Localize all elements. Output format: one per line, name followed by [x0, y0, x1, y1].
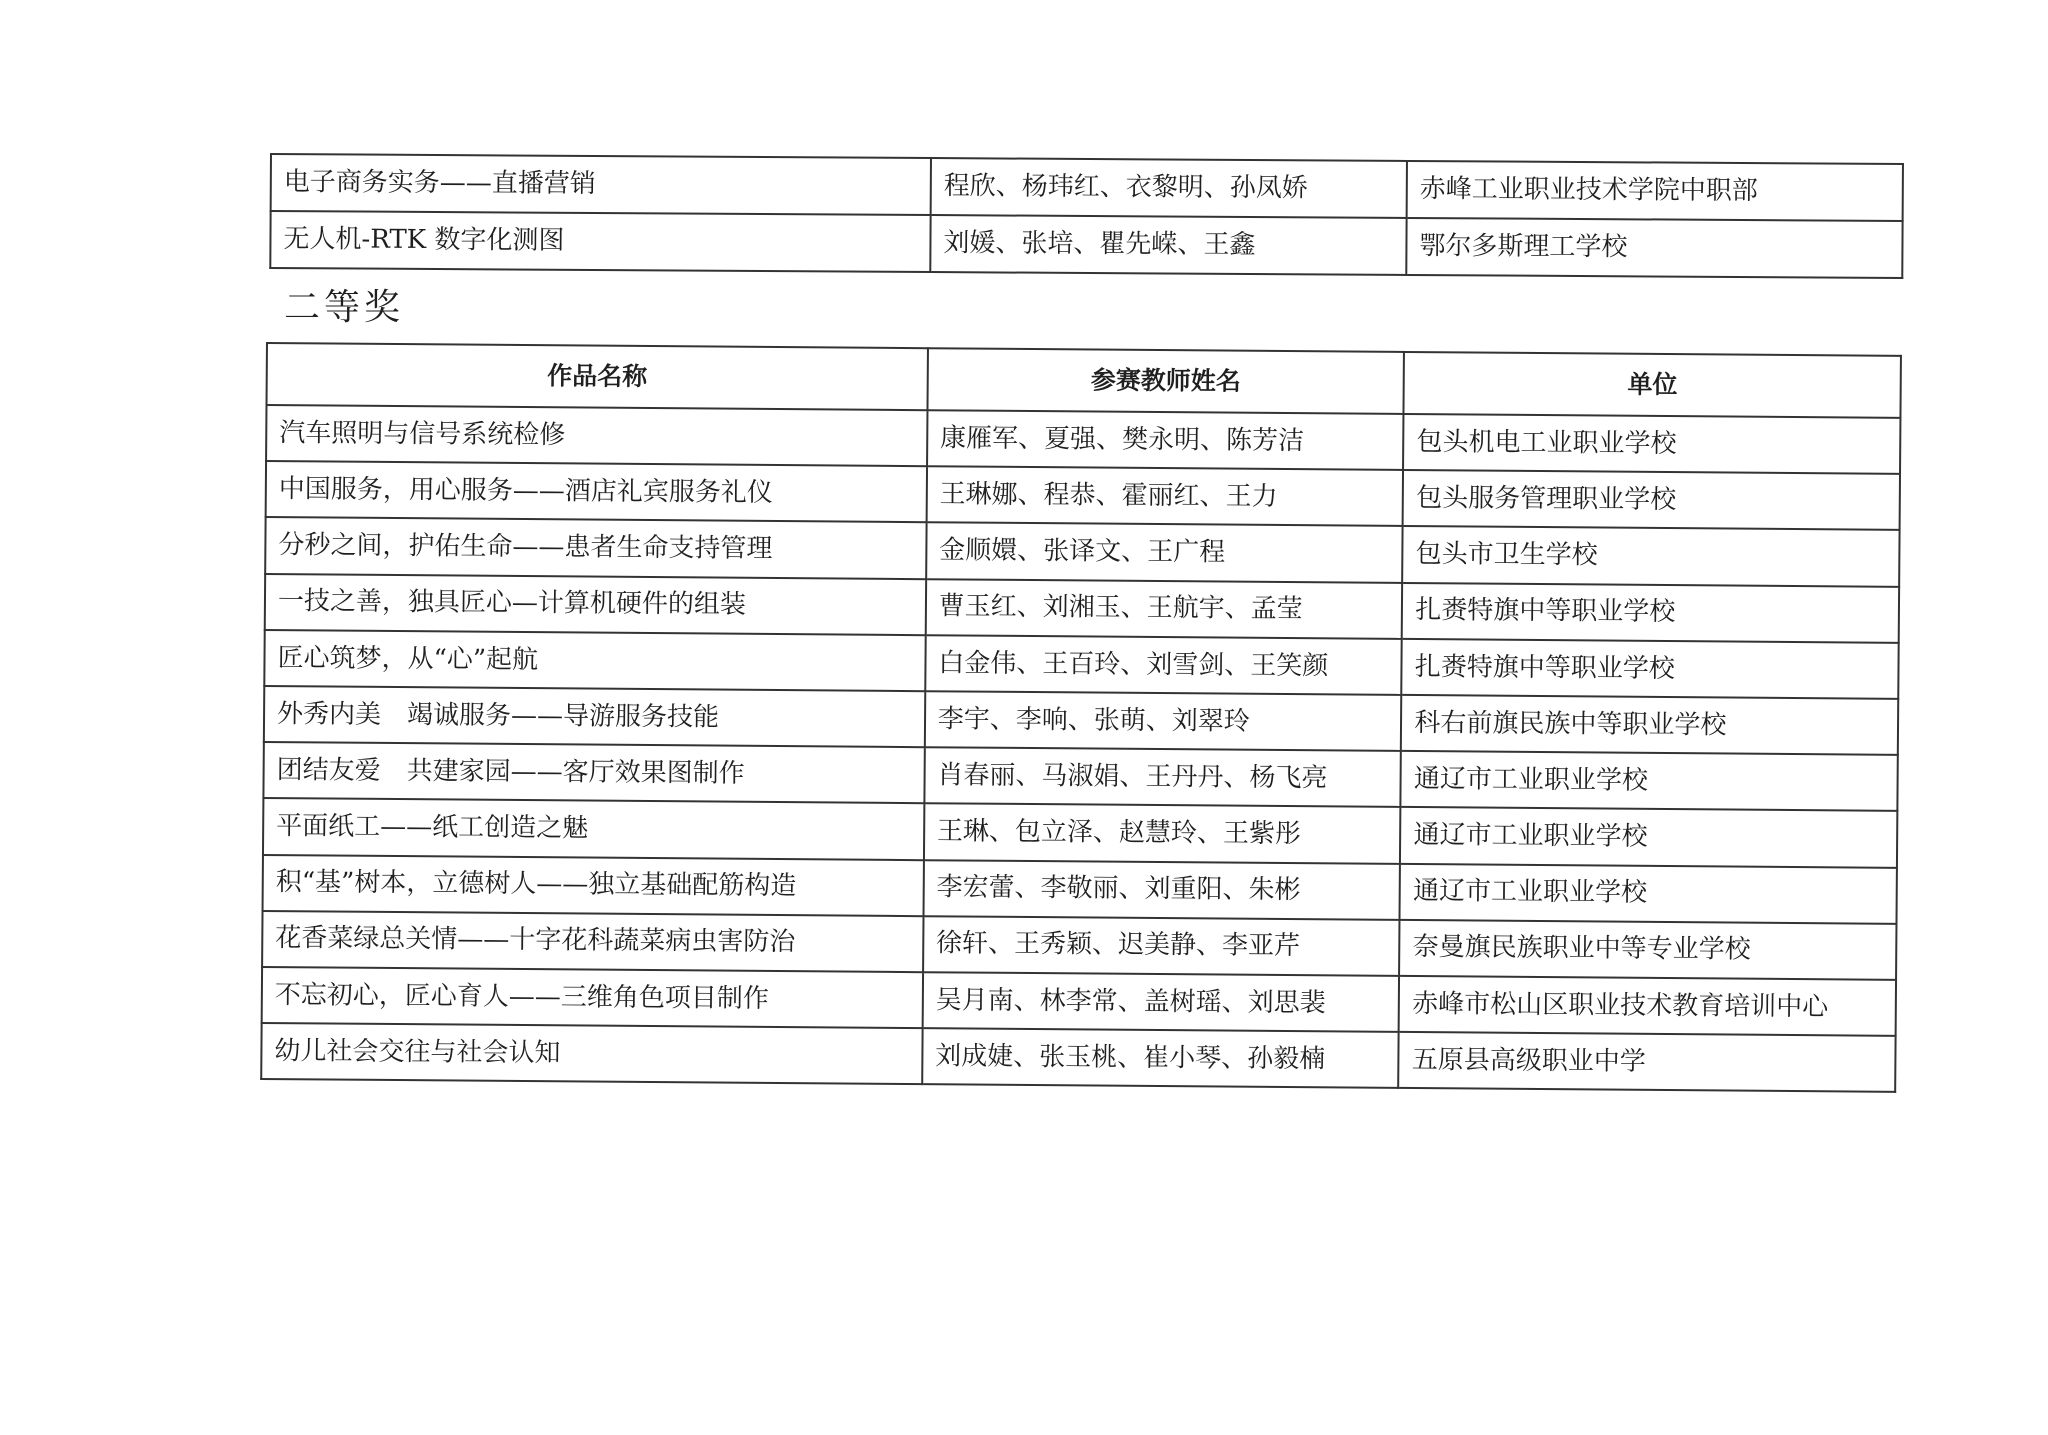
unit-cell: 包头市卫生学校 [1403, 526, 1900, 586]
unit-cell: 扎赉特旗中等职业学校 [1402, 639, 1899, 699]
unit-cell: 通辽市工业职业学校 [1400, 807, 1897, 867]
work-name-cell: 中国服务，用心服务——酒店礼宾服务礼仪 [266, 461, 927, 522]
teacher-names-cell: 王琳、包立泽、赵慧玲、王紫彤 [924, 803, 1401, 863]
unit-cell: 赤峰市松山区职业技术教育培训中心 [1399, 976, 1896, 1036]
work-name-cell: 平面纸工——纸工创造之魅 [263, 798, 924, 859]
unit-cell: 通辽市工业职业学校 [1401, 751, 1898, 811]
work-name-cell: 幼儿社会交往与社会认知 [261, 1023, 922, 1084]
work-name-cell: 团结友爱 共建家园——客厅效果图制作 [263, 742, 924, 803]
header-work-name: 作品名称 [267, 343, 928, 410]
unit-cell: 通辽市工业职业学校 [1400, 863, 1897, 923]
work-name-cell: 外秀内美 竭诚服务——导游服务技能 [264, 686, 925, 747]
teacher-names-cell: 李宇、李响、张萌、刘翠玲 [925, 691, 1402, 751]
work-name-cell: 积“基”树本，立德树人——独立基础配筋构造 [263, 854, 924, 915]
work-name-cell: 不忘初心，匠心育人——三维角色项目制作 [262, 967, 923, 1028]
unit-cell: 科右前旗民族中等职业学校 [1401, 695, 1898, 755]
work-name-cell: 无人机-RTK 数字化测图 [270, 211, 930, 272]
unit-cell: 鄂尔多斯理工学校 [1406, 218, 1902, 278]
teacher-names-cell: 吴月南、林李常、盖树瑶、刘思裴 [922, 972, 1399, 1032]
teacher-names-cell: 曹玉红、刘湘玉、王航宇、孟莹 [926, 579, 1403, 639]
second-prize-table [260, 342, 1902, 1093]
teacher-names-cell: 李宏蕾、李敬丽、刘重阳、朱彬 [923, 860, 1400, 920]
teacher-names-cell: 刘媛、张培、瞿先嵘、王鑫 [930, 215, 1406, 275]
table-row [261, 1023, 1895, 1092]
teacher-names-cell: 王琳娜、程恭、霍丽红、王力 [926, 466, 1403, 526]
table-row [271, 154, 1903, 221]
unit-cell: 五原县高级职业中学 [1399, 1032, 1896, 1092]
work-name-cell: 一技之善，独具匠心—计算机硬件的组装 [265, 574, 926, 635]
work-name-cell: 汽车照明与信号系统检修 [266, 405, 927, 466]
table-row [270, 211, 1902, 278]
work-name-cell: 匠心筑梦，从“心”起航 [264, 630, 925, 691]
teacher-names-cell: 徐轩、王秀颖、迟美静、李亚芹 [923, 916, 1400, 976]
work-name-cell: 花香菜绿总关情——十字花科蔬菜病虫害防治 [262, 911, 923, 972]
work-name-cell: 分秒之间，护佑生命——患者生命支持管理 [265, 517, 926, 578]
unit-cell: 奈曼旗民族职业中等专业学校 [1399, 920, 1896, 980]
unit-cell: 包头机电工业职业学校 [1403, 414, 1900, 474]
teacher-names-cell: 程欣、杨玮红、衣黎明、孙凤娇 [931, 158, 1407, 218]
unit-cell: 赤峰工业职业技术学院中职部 [1407, 161, 1903, 221]
teacher-names-cell: 白金伟、王百玲、刘雪剑、王笑颜 [925, 635, 1402, 695]
teacher-names-cell: 刘成婕、张玉桃、崔小琴、孙毅楠 [922, 1028, 1399, 1088]
teacher-names-cell: 康雁军、夏强、樊永明、陈芳洁 [927, 410, 1404, 470]
teacher-names-cell: 肖春丽、马淑娟、王丹丹、杨飞亮 [924, 747, 1401, 807]
first-prize-table-continued [269, 153, 1904, 279]
unit-cell: 扎赉特旗中等职业学校 [1402, 582, 1899, 642]
section-title-second-prize: 二等奖 [284, 287, 405, 328]
header-teacher-names: 参赛教师姓名 [927, 348, 1404, 414]
work-name-cell: 电子商务实务——直播营销 [271, 154, 931, 215]
teacher-names-cell: 金顺嬛、张译文、王广程 [926, 523, 1403, 583]
header-unit: 单位 [1404, 352, 1901, 418]
unit-cell: 包头服务管理职业学校 [1403, 470, 1900, 530]
